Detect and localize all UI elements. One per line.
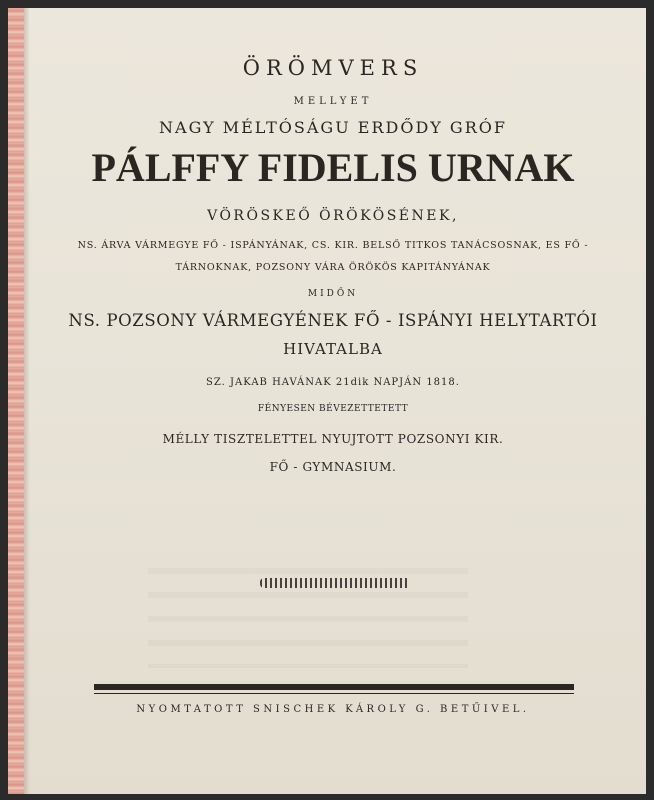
date-line: SZ. JAKAB HAVÁNAK 21dik NAPJÁN 1818. bbox=[206, 377, 460, 388]
imprint-rule-thin bbox=[94, 693, 574, 694]
county-line: NS. POZSONY VÁRMEGYÉNEK FŐ - ISPÁNYI HELYTARTÓI bbox=[68, 311, 598, 330]
introduction-line: FÉNYESEN BÉVEZETTETETT bbox=[257, 404, 409, 414]
imprint-rule-thick bbox=[94, 684, 574, 690]
dedication-line: MÉLLY TISZTELETTEL NYUJTOTT POZSONYI KIR. bbox=[162, 432, 504, 446]
title-oromvers: ÖRÖMVERS bbox=[242, 56, 424, 80]
printer-imprint: NYOMTATOTT SNISCHEK KÁROLY G. BETŰIVEL. bbox=[136, 704, 530, 715]
offices-line-2: TÁRNOKNAK, POZSONY VÁRA ÖRÖKÖS KAPITÁNYÁNAK bbox=[175, 262, 491, 273]
office-line: HIVATALBA bbox=[283, 340, 383, 358]
midon-line: MIDŐN bbox=[307, 289, 359, 299]
title-line: VÖRÖSKEŐ ÖRÖKÖSÉNEK, bbox=[207, 208, 459, 224]
page-edge-stain bbox=[8, 8, 24, 794]
ornament-divider bbox=[260, 578, 410, 588]
honorific-line: NAGY MÉLTÓSÁGU ERDŐDY GRÓF bbox=[159, 118, 507, 137]
document-page bbox=[8, 8, 646, 794]
offices-line-1: NS. ÁRVA VÁRMEGYE FŐ - ISPÁNYÁNAK, CS. KIR. BELSŐ TITKOS TANÁCSOSNAK, ES FŐ - bbox=[77, 240, 589, 251]
recipient-name: PÁLFFY FIDELIS URNAK bbox=[91, 145, 575, 190]
subtitle-mellyet: MELLYET bbox=[293, 96, 373, 107]
gymnasium-line: FŐ - GYMNASIUM. bbox=[269, 460, 397, 474]
